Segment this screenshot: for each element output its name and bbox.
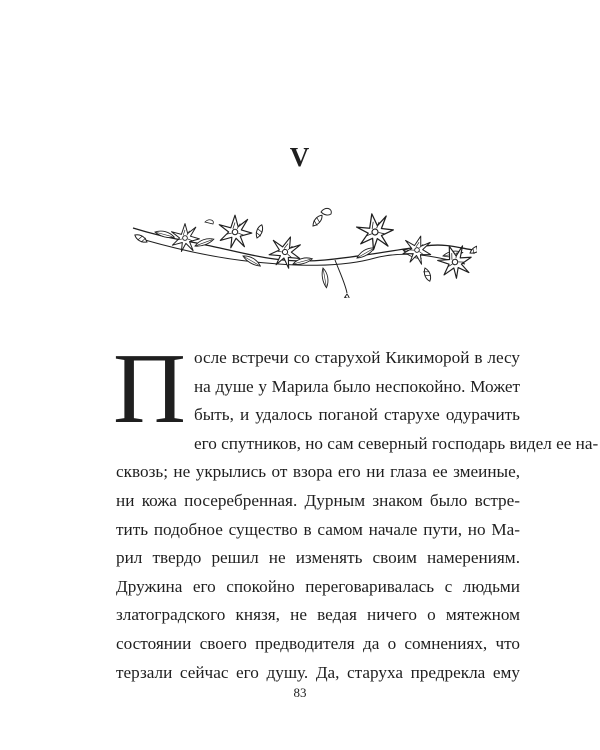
drop-cap: П xyxy=(113,332,186,444)
text-line: терзали сейчас его душу. Да, старуха предрекла ему xyxy=(116,662,520,682)
text-line: сквозь; не укрылись от взора его ни глаза ее змеиные, xyxy=(116,462,520,482)
floral-vine-icon xyxy=(125,198,477,298)
text-line: златоградского князя, не ведая ничего о мятежном xyxy=(116,605,520,625)
text-line: быть, и удалось поганой старухе одурачить xyxy=(193,405,520,425)
body-text xyxy=(113,332,599,687)
text-line: рил твердо решил не изменять своим намерениям. xyxy=(116,548,520,568)
text-line: осле встречи со старухой Кикиморой в лесу xyxy=(193,348,520,367)
text-line: ни кожа посеребренная. Дурным знаком было встре- xyxy=(116,490,520,510)
chapter-number: V xyxy=(289,142,311,172)
text-line: его спутников, но сам северный господарь видел ее на- xyxy=(193,433,599,453)
page-number: 83 xyxy=(293,685,307,700)
text-line: состоянии своего предводителя да о сомнениях, что xyxy=(116,633,520,653)
text-line: тить подобное существо в самом начале пути, но Ма- xyxy=(116,519,520,539)
text-line: на душе у Марила было неспокойно. Может xyxy=(193,376,520,396)
text-line: Дружина его спокойно переговаривалась с людьми xyxy=(116,576,520,596)
